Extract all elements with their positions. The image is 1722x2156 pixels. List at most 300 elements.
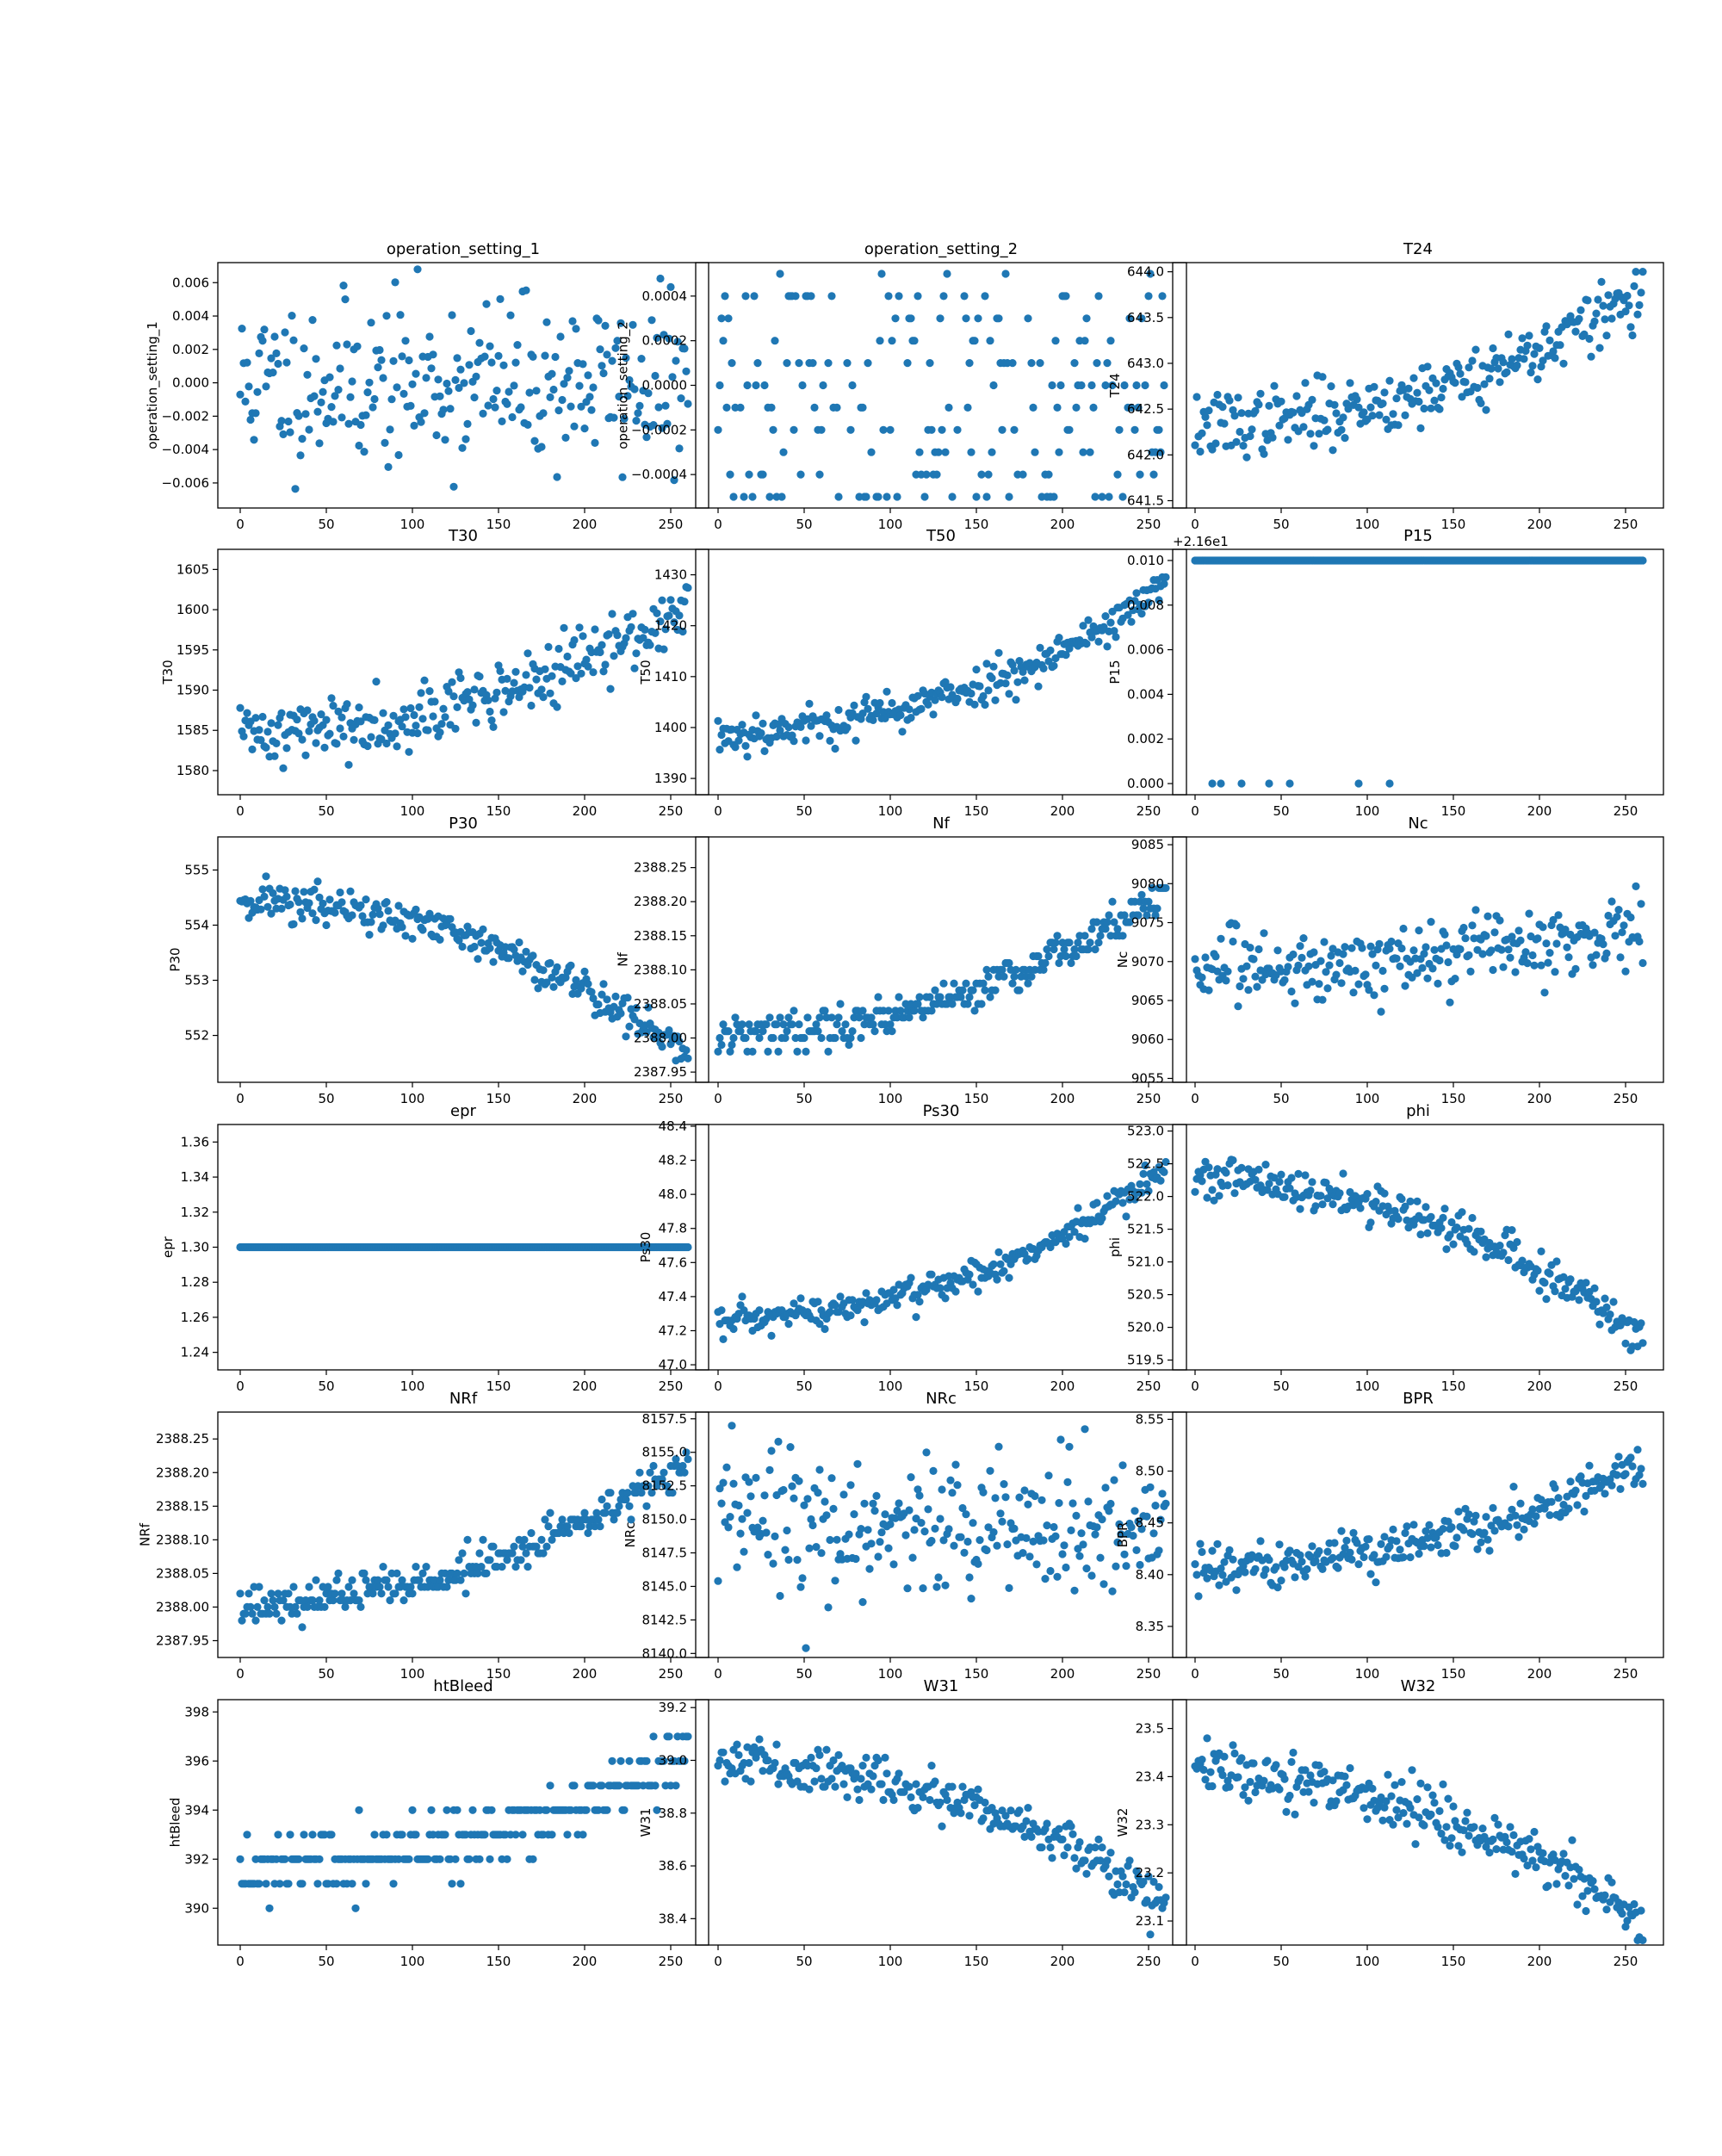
x-tick-label: 200 xyxy=(1527,1666,1552,1682)
data-point xyxy=(579,360,586,368)
data-point xyxy=(1539,923,1546,931)
data-point xyxy=(1081,1856,1088,1864)
data-point xyxy=(790,1007,797,1014)
data-point xyxy=(436,936,443,944)
data-point xyxy=(646,641,653,649)
data-point xyxy=(914,1804,921,1812)
y-tick-label: −0.0002 xyxy=(631,422,687,437)
data-point xyxy=(1425,387,1433,394)
data-point xyxy=(1025,1552,1033,1560)
data-point xyxy=(530,437,538,444)
data-point xyxy=(1346,379,1353,387)
data-point xyxy=(714,426,722,434)
data-point xyxy=(755,1306,763,1314)
data-point xyxy=(591,439,598,447)
data-point xyxy=(1277,1577,1285,1584)
data-point xyxy=(740,1548,747,1556)
data-point xyxy=(384,907,392,914)
y-tick-label: 48.0 xyxy=(659,1186,687,1202)
data-point xyxy=(1215,1582,1223,1589)
data-point xyxy=(755,1034,763,1042)
data-point xyxy=(1230,412,1238,419)
data-point xyxy=(625,1757,633,1765)
data-point xyxy=(998,966,1006,974)
data-point xyxy=(762,1020,770,1028)
x-tick-label: 100 xyxy=(1355,517,1380,532)
data-point xyxy=(988,674,995,682)
data-point xyxy=(1523,959,1531,967)
data-point xyxy=(596,1522,604,1530)
data-point xyxy=(563,374,571,381)
data-point xyxy=(461,1589,469,1597)
data-point xyxy=(561,434,569,442)
x-tick-label: 100 xyxy=(1355,1378,1380,1394)
data-point xyxy=(577,670,585,678)
data-point xyxy=(548,672,555,680)
data-point xyxy=(876,1538,883,1546)
data-point xyxy=(1024,1255,1031,1263)
data-point xyxy=(1098,1843,1106,1851)
data-point xyxy=(805,700,813,708)
data-point xyxy=(1205,1163,1212,1171)
subplot-nf xyxy=(615,815,1186,1106)
data-point xyxy=(834,493,842,500)
data-point xyxy=(976,682,983,690)
data-point xyxy=(458,444,466,452)
data-point xyxy=(523,1563,531,1571)
data-point xyxy=(684,1732,691,1740)
data-point xyxy=(375,346,383,354)
data-point xyxy=(1380,388,1388,396)
data-point xyxy=(313,408,321,416)
data-point xyxy=(532,1543,540,1551)
data-point xyxy=(824,1603,832,1611)
data-point xyxy=(494,352,502,360)
data-point xyxy=(822,711,830,719)
data-point xyxy=(1530,1520,1538,1527)
data-point xyxy=(970,337,978,344)
data-point xyxy=(272,740,280,747)
data-point xyxy=(608,610,616,617)
data-point xyxy=(1160,580,1168,588)
x-tick-label: 0 xyxy=(236,1091,245,1106)
data-point xyxy=(398,1577,406,1584)
data-point xyxy=(783,1527,790,1534)
data-point xyxy=(1504,1522,1512,1530)
data-point xyxy=(874,1552,882,1560)
data-point xyxy=(1453,1533,1460,1541)
data-point xyxy=(489,395,497,403)
data-point xyxy=(989,381,997,389)
data-point xyxy=(1427,918,1434,926)
data-point xyxy=(903,1584,911,1592)
data-point xyxy=(294,898,302,906)
data-point xyxy=(831,1301,839,1309)
data-point xyxy=(1310,948,1317,956)
data-point xyxy=(1592,1298,1600,1305)
data-point xyxy=(1155,1883,1162,1891)
data-point xyxy=(400,390,407,398)
data-point xyxy=(486,1556,493,1564)
data-point xyxy=(587,406,595,414)
x-tick-label: 0 xyxy=(236,1666,245,1682)
data-point xyxy=(456,366,464,374)
x-tick-label: 250 xyxy=(1614,1666,1638,1682)
data-point xyxy=(1282,1808,1290,1816)
subplot-title: T24 xyxy=(1403,240,1433,258)
data-point xyxy=(798,381,806,389)
data-point xyxy=(1360,1553,1367,1561)
data-point xyxy=(415,703,423,711)
subplot-title: T50 xyxy=(926,527,956,545)
data-point xyxy=(281,1856,288,1863)
data-point xyxy=(752,1027,759,1035)
data-point xyxy=(729,1325,737,1333)
data-point xyxy=(1370,991,1378,999)
data-point xyxy=(1051,939,1059,946)
data-point xyxy=(263,903,271,911)
data-point xyxy=(270,753,278,760)
data-point xyxy=(1261,1565,1269,1573)
data-point xyxy=(1096,932,1104,939)
data-point xyxy=(262,872,269,880)
data-point xyxy=(1528,951,1536,959)
data-point xyxy=(582,1806,590,1814)
data-point xyxy=(953,426,961,434)
data-point xyxy=(1039,665,1047,672)
y-tick-label: 643.5 xyxy=(1127,310,1164,325)
data-point xyxy=(1337,426,1345,434)
data-point xyxy=(970,1007,978,1014)
x-tick-label: 0 xyxy=(236,1378,245,1394)
data-point xyxy=(1275,1178,1283,1186)
data-point xyxy=(336,724,344,732)
data-point xyxy=(298,735,306,743)
data-point xyxy=(771,1533,778,1540)
data-point xyxy=(982,1546,990,1554)
x-tick-label: 200 xyxy=(573,803,598,819)
data-point xyxy=(888,1027,895,1035)
data-point xyxy=(255,1880,263,1887)
data-point xyxy=(1236,982,1243,990)
x-tick-label: 50 xyxy=(796,1954,812,1969)
data-point xyxy=(282,358,290,366)
data-point xyxy=(505,387,512,395)
data-point xyxy=(1465,363,1472,371)
data-point xyxy=(472,719,480,727)
data-point xyxy=(1024,980,1031,988)
x-tick-label: 0 xyxy=(1191,1091,1199,1106)
data-point xyxy=(515,939,523,946)
data-point xyxy=(1208,1547,1216,1555)
data-point xyxy=(305,899,313,907)
data-point xyxy=(470,393,478,401)
data-point xyxy=(755,1735,763,1743)
data-point xyxy=(1427,405,1434,412)
data-point xyxy=(379,709,387,717)
x-tick-label: 50 xyxy=(318,517,334,532)
data-point xyxy=(1380,1533,1388,1540)
data-point xyxy=(1132,381,1140,389)
data-point xyxy=(1113,471,1121,479)
data-point xyxy=(815,732,823,740)
data-point xyxy=(1399,1553,1407,1561)
data-point xyxy=(893,493,901,500)
data-point xyxy=(510,1543,517,1551)
data-point xyxy=(1516,937,1524,945)
data-point xyxy=(1575,1296,1583,1304)
data-point xyxy=(1489,966,1496,974)
data-point xyxy=(260,1596,268,1604)
data-point xyxy=(1156,1177,1164,1185)
y-tick-label: 643.0 xyxy=(1127,356,1164,371)
data-point xyxy=(448,311,455,319)
y-axis-label: operation_setting_2 xyxy=(615,321,631,449)
data-point xyxy=(1027,1833,1035,1841)
data-point xyxy=(1456,945,1464,953)
data-point xyxy=(308,909,316,917)
data-point xyxy=(660,1469,667,1477)
data-point xyxy=(1201,953,1209,961)
data-point xyxy=(248,1610,256,1618)
data-point xyxy=(752,381,759,389)
data-point xyxy=(406,1583,414,1590)
y-tick-label: 521.5 xyxy=(1127,1222,1164,1237)
data-point xyxy=(1527,369,1534,376)
x-tick-label: 150 xyxy=(486,517,511,532)
data-point xyxy=(1244,986,1252,994)
data-point xyxy=(315,1856,323,1863)
data-point xyxy=(1518,334,1526,342)
x-tick-label: 150 xyxy=(486,1666,511,1682)
scatter-points xyxy=(1191,883,1646,1016)
data-point xyxy=(1229,938,1236,945)
data-point xyxy=(965,1812,973,1819)
data-point xyxy=(646,1469,653,1477)
data-point xyxy=(951,1461,959,1469)
data-point xyxy=(289,337,297,344)
data-point xyxy=(750,292,758,300)
data-point xyxy=(1377,1007,1384,1015)
y-axis-label: epr xyxy=(160,1236,176,1258)
data-point xyxy=(1285,779,1293,787)
data-point xyxy=(802,1048,809,1056)
y-tick-label: 642.5 xyxy=(1127,401,1164,417)
data-point xyxy=(332,1577,340,1584)
y-tick-label: 9065 xyxy=(1131,993,1164,1008)
data-point xyxy=(920,1527,928,1535)
data-point xyxy=(1327,951,1335,959)
data-point xyxy=(932,471,940,479)
data-point xyxy=(717,1306,725,1314)
data-point xyxy=(731,1013,739,1021)
data-point xyxy=(525,684,533,691)
data-point xyxy=(675,444,683,452)
y-axis-label: T50 xyxy=(638,660,653,685)
x-tick-label: 250 xyxy=(1137,1378,1161,1394)
data-point xyxy=(1301,379,1309,387)
data-point xyxy=(570,636,578,644)
data-point xyxy=(465,1856,473,1863)
data-point xyxy=(370,716,378,724)
data-point xyxy=(857,1034,864,1042)
data-point xyxy=(834,706,842,714)
data-point xyxy=(714,1048,722,1056)
data-point xyxy=(988,449,995,456)
data-point xyxy=(1360,408,1367,416)
data-point xyxy=(1635,301,1643,309)
data-point xyxy=(1103,1856,1111,1864)
data-point xyxy=(529,353,536,361)
data-point xyxy=(817,1034,825,1042)
data-point xyxy=(976,1536,983,1544)
data-point xyxy=(1091,493,1099,500)
data-point xyxy=(408,935,416,943)
data-point xyxy=(1544,959,1552,967)
data-point xyxy=(963,1000,971,1007)
data-point xyxy=(1043,1521,1050,1529)
data-point xyxy=(1215,1192,1223,1199)
data-point xyxy=(941,1294,949,1302)
data-point xyxy=(661,402,669,410)
data-point xyxy=(948,1000,956,1007)
data-point xyxy=(666,596,674,604)
data-point xyxy=(714,717,722,725)
data-point xyxy=(874,1756,882,1764)
data-point xyxy=(986,993,994,1001)
data-point xyxy=(1206,1769,1214,1776)
data-point xyxy=(1043,1819,1050,1827)
data-point xyxy=(613,1509,621,1517)
data-point xyxy=(824,359,832,367)
data-point xyxy=(1520,1526,1527,1533)
data-point xyxy=(613,631,621,639)
data-point xyxy=(584,371,592,379)
data-point xyxy=(1098,1214,1106,1222)
data-point xyxy=(327,1831,335,1838)
data-point xyxy=(1372,1578,1379,1586)
data-point xyxy=(1478,950,1486,957)
data-point xyxy=(1053,1573,1061,1581)
data-point xyxy=(917,1519,925,1527)
data-point xyxy=(577,1522,585,1530)
y-tick-label: 1390 xyxy=(654,771,687,786)
axis-offset-label: +2.16e1 xyxy=(1173,534,1229,549)
data-point xyxy=(1427,1213,1434,1221)
data-point xyxy=(1368,1785,1376,1793)
data-point xyxy=(1480,1529,1488,1537)
data-point xyxy=(886,426,894,434)
data-point xyxy=(1199,1766,1207,1774)
data-point xyxy=(715,381,723,389)
data-point xyxy=(1556,341,1564,349)
y-tick-label: 47.4 xyxy=(659,1289,687,1304)
x-tick-label: 100 xyxy=(878,517,903,532)
data-point xyxy=(795,1478,802,1485)
subplot-title: NRc xyxy=(926,1390,957,1408)
data-point xyxy=(1272,1563,1279,1571)
data-point xyxy=(1270,382,1278,390)
data-point xyxy=(475,1549,483,1557)
y-axis-label: Nf xyxy=(615,952,630,967)
data-point xyxy=(914,292,921,300)
data-point xyxy=(1372,962,1379,970)
data-point xyxy=(470,685,478,693)
data-point xyxy=(800,1034,808,1042)
data-point xyxy=(1499,963,1507,971)
data-point xyxy=(429,712,437,720)
data-point xyxy=(1528,362,1536,369)
x-tick-label: 0 xyxy=(714,1954,722,1969)
data-point xyxy=(1564,1505,1572,1513)
data-point xyxy=(1502,369,1510,376)
data-point xyxy=(1220,1753,1228,1761)
data-point xyxy=(914,1000,921,1007)
y-tick-label: 39.2 xyxy=(659,1700,687,1715)
data-point xyxy=(981,1799,988,1806)
data-point xyxy=(888,337,895,344)
data-point xyxy=(907,1473,914,1481)
data-point xyxy=(265,1610,273,1618)
data-point xyxy=(1106,619,1114,627)
data-point xyxy=(511,359,519,367)
y-axis-label: T30 xyxy=(160,660,176,685)
y-tick-label: 8.40 xyxy=(1136,1567,1164,1583)
data-point xyxy=(915,1298,923,1305)
data-point xyxy=(503,675,511,683)
data-point xyxy=(277,709,285,717)
data-point xyxy=(470,943,478,951)
data-point xyxy=(950,980,957,988)
data-point xyxy=(1229,1556,1236,1564)
data-point xyxy=(532,387,540,394)
data-point xyxy=(375,1583,383,1590)
data-point xyxy=(936,1515,944,1522)
data-point xyxy=(257,906,264,914)
data-point xyxy=(1385,377,1393,385)
data-point xyxy=(872,1492,880,1500)
data-point xyxy=(729,493,737,500)
data-point xyxy=(1012,966,1019,974)
data-point xyxy=(1067,1527,1075,1534)
y-tick-label: 642.0 xyxy=(1127,447,1164,462)
data-point xyxy=(1256,390,1264,398)
data-point xyxy=(1633,311,1641,319)
data-point xyxy=(1628,331,1636,339)
data-point xyxy=(1423,362,1431,370)
data-point xyxy=(958,1783,966,1791)
data-point xyxy=(981,701,988,709)
data-point xyxy=(1044,952,1052,960)
data-point xyxy=(1490,1527,1498,1534)
data-point xyxy=(1394,421,1402,429)
data-point xyxy=(1050,662,1057,670)
data-point xyxy=(1246,432,1254,440)
data-point xyxy=(858,1598,866,1606)
data-point xyxy=(1191,442,1199,449)
data-point xyxy=(1136,471,1143,479)
data-point xyxy=(599,980,607,988)
data-point xyxy=(759,1027,766,1035)
data-point xyxy=(1141,381,1149,389)
data-point xyxy=(327,694,335,702)
data-point xyxy=(1392,955,1400,963)
data-point xyxy=(948,493,956,500)
data-point xyxy=(1010,1525,1018,1533)
data-point xyxy=(499,362,507,369)
data-point xyxy=(642,1757,650,1765)
data-point xyxy=(1599,940,1607,948)
